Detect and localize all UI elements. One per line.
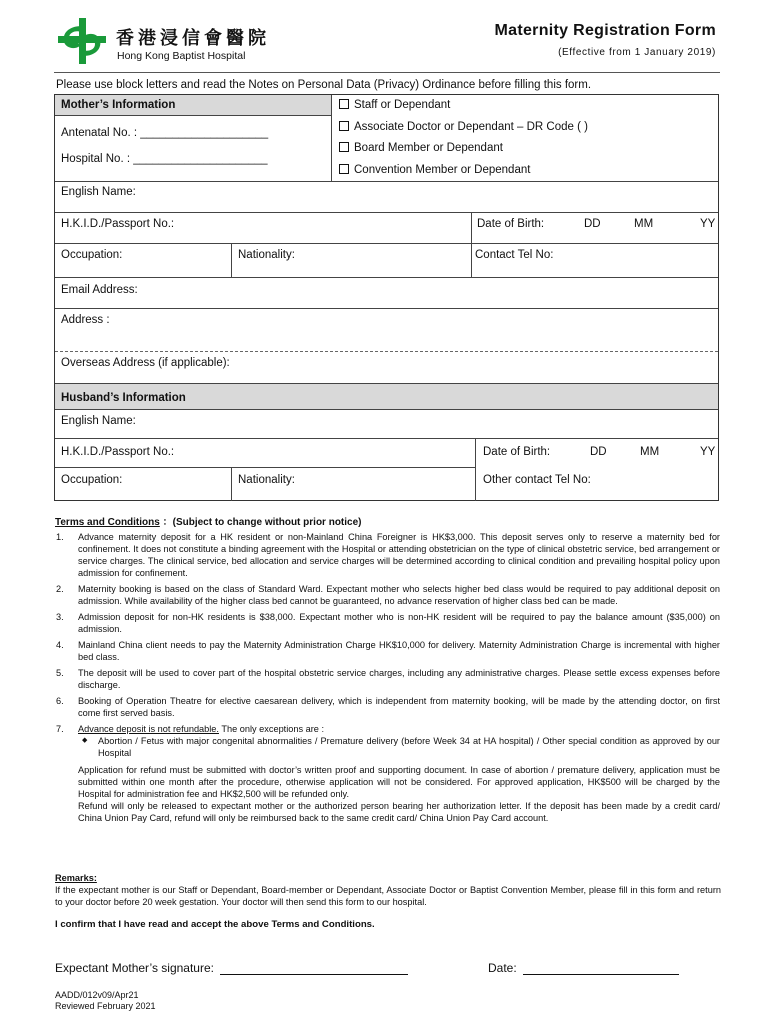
mother-contact-tel-field[interactable]: Contact Tel No: xyxy=(475,249,554,261)
husband-section-title: Husband’s Information xyxy=(61,392,186,404)
signature-label: Expectant Mother’s signature: xyxy=(55,961,214,975)
husband-dob-dd[interactable]: DD xyxy=(590,446,607,458)
header-divider xyxy=(54,72,720,73)
husband-nationality-field[interactable]: Nationality: xyxy=(238,474,295,486)
registration-form-box xyxy=(54,94,719,501)
hospital-no-field[interactable]: Hospital No. : _____________________ xyxy=(61,153,268,165)
husband-dob-label: Date of Birth: xyxy=(483,446,551,458)
confirmation-statement: I confirm that I have read and accept the above Terms and Conditions. xyxy=(55,919,375,930)
mother-occupation-field[interactable]: Occupation: xyxy=(61,249,123,261)
signature-row xyxy=(55,961,408,975)
checkbox[interactable] xyxy=(339,142,349,152)
mother-section-title: Mother’s Information xyxy=(61,99,176,111)
date-row xyxy=(488,961,679,975)
terms-heading: Terms and Conditions ：(Subject to change without prior notice) xyxy=(55,517,362,528)
mother-hkid-field[interactable]: H.K.I.D./Passport No.: xyxy=(61,218,175,230)
form-code: AADD/012v09/Apr21 xyxy=(55,990,139,1000)
date-label: Date: xyxy=(488,961,517,975)
refund-release-text: Refund will only be released to expectant mother or the authorized person bearing her authorization letter. If the deposit has been made by a credit card/ China Union Pay Card, refund will only be reimbursed back to the same credit card/ China Union Pay Card account. xyxy=(78,801,720,823)
husband-dob-mm[interactable]: MM xyxy=(640,446,660,458)
husband-dob-yy[interactable]: YY xyxy=(700,446,716,458)
date-field[interactable] xyxy=(523,962,679,975)
category-board-member[interactable]: Board Member or Dependant xyxy=(339,142,503,154)
terms-item-refund: 7. Advance deposit is not refundable. The only exceptions are : ◆ Abortion / Fetus with major congenital abnormalities / Premature delivery (before Week 34 at HA hospital) / Other special condition as approved by our Hospital Application for refund must be submitted with doctor’s written proof and supporting document. In case of abortion / premature delivery, application must be submitted within one month after the procedure, otherwise application will not be considered. For approved application, HK$500 will be charged by the Hospital for administration fee and HK$2,500 will be refunded only. Refund will only be released to expectant mother or the authorized person bearing her authorization letter. If the deposit has been made by a credit card/ China Union Pay Card, refund will only be reimbursed back to the same credit card/ China Union Pay Card account. xyxy=(54,723,720,824)
antenatal-no-field[interactable]: Antenatal No. : ____________________ xyxy=(61,127,269,139)
terms-item: 4. Mainland China client needs to pay the Maternity Administration Charge HK$10,000 for delivery. Maternity Administration Charge is incremental with higher bed class. xyxy=(56,640,720,662)
terms-item: 3. Admission deposit for non-HK residents is $38,000. Expectant mother who is non-HK resident will be required to pay the balance amount ($35,000) on admission. xyxy=(56,612,720,634)
hospital-logo xyxy=(54,16,110,66)
husband-other-contact-field[interactable]: Other contact Tel No: xyxy=(483,474,591,486)
category-staff[interactable]: Staff or Dependant xyxy=(339,99,450,111)
intro-instructions: Please use block letters and read the Notes on Personal Data (Privacy) Ordinance before filling this form. xyxy=(56,79,592,91)
remarks-text: If the expectant mother is our Staff or Dependant, Board-member or Dependant, Associate Doctor or Baptist Convention Member, please fill in this form and return to your doctor before 20 week gestation. Your doctor will then send this form to our hospital. xyxy=(55,885,721,907)
refund-exception-bullet: ◆ Abortion / Fetus with major congenital abnormalities / Premature delivery (before Week 34 at HA hospital) / Other special condition as approved by our Hospital xyxy=(78,735,720,759)
form-title: Maternity Registration Form xyxy=(494,22,716,39)
husband-english-name-field[interactable]: English Name: xyxy=(61,415,136,427)
checkbox[interactable] xyxy=(339,99,349,109)
refund-application-text: Application for refund must be submitted with doctor’s written proof and supporting document. In case of abortion / premature delivery, application must be submitted within one month after the procedure, otherwise application will not be considered. For approved application, HK$500 will be charged by the Hospital for administration fee and HK$2,500 will be refunded only. xyxy=(78,765,720,799)
terms-item: 6. Booking of Operation Theatre for elective caesarean delivery, which is independent from maternity booking, will be made by the attending doctor, on first come first served basis. xyxy=(56,696,720,718)
husband-hkid-field[interactable]: H.K.I.D./Passport No.: xyxy=(61,446,175,458)
signature-field[interactable] xyxy=(220,962,408,975)
remarks-section xyxy=(55,872,721,908)
checkbox[interactable] xyxy=(339,121,349,131)
terms-item: 5. The deposit will be used to cover part of the hospital obstetric service charges, including any administrative charges. Please settle excess expenses before discharge. xyxy=(56,668,720,690)
mother-address-field[interactable]: Address : xyxy=(61,314,110,326)
mother-dob-label: Date of Birth: xyxy=(477,218,545,230)
effective-date: (Effective from 1 January 2019) xyxy=(558,47,716,58)
mother-overseas-address-field[interactable]: Overseas Address (if applicable): xyxy=(61,357,230,369)
mother-dob-dd[interactable]: DD xyxy=(584,218,601,230)
terms-item: 2. Maternity booking is based on the class of Standard Ward. Expectant mother who selects higher bed class would be required to pay additional deposit on admission. While availability of the higher class bed cannot be guaranteed, no advance reservation of higher class bed can be made. xyxy=(56,584,720,606)
hospital-name-english: Hong Kong Baptist Hospital xyxy=(117,50,246,62)
mother-nationality-field[interactable]: Nationality: xyxy=(238,249,295,261)
husband-occupation-field[interactable]: Occupation: xyxy=(61,474,123,486)
review-date: Reviewed February 2021 xyxy=(55,1001,156,1011)
mother-email-field[interactable]: Email Address: xyxy=(61,284,138,296)
mother-dob-mm[interactable]: MM xyxy=(634,218,654,230)
terms-item: 1. Advance maternity deposit for a HK resident or non-Mainland China Foreigner is HK$3,000. This deposit serves only to reserve a maternity bed for confinement. It does not constitute a binding agreement with the Hospital or attending obstetrician on the type of clinical obstetric service, bed arrangement or service charges. The clinical service, bed allocation and service charges will be determined according to clinical condition and prevailing hospital policy upon admission for confinement. xyxy=(56,532,720,578)
mother-dob-yy[interactable]: YY xyxy=(700,218,716,230)
checkbox[interactable] xyxy=(339,164,349,174)
terms-list xyxy=(54,531,720,828)
remarks-title: Remarks: xyxy=(55,873,97,883)
mother-english-name-field[interactable]: English Name: xyxy=(61,186,136,198)
category-convention-member[interactable]: Convention Member or Dependant xyxy=(339,164,530,176)
hospital-name-chinese: 香港浸信會醫院 xyxy=(116,28,270,48)
category-associate-doctor[interactable]: Associate Doctor or Dependant – DR Code ( ) xyxy=(339,121,588,133)
